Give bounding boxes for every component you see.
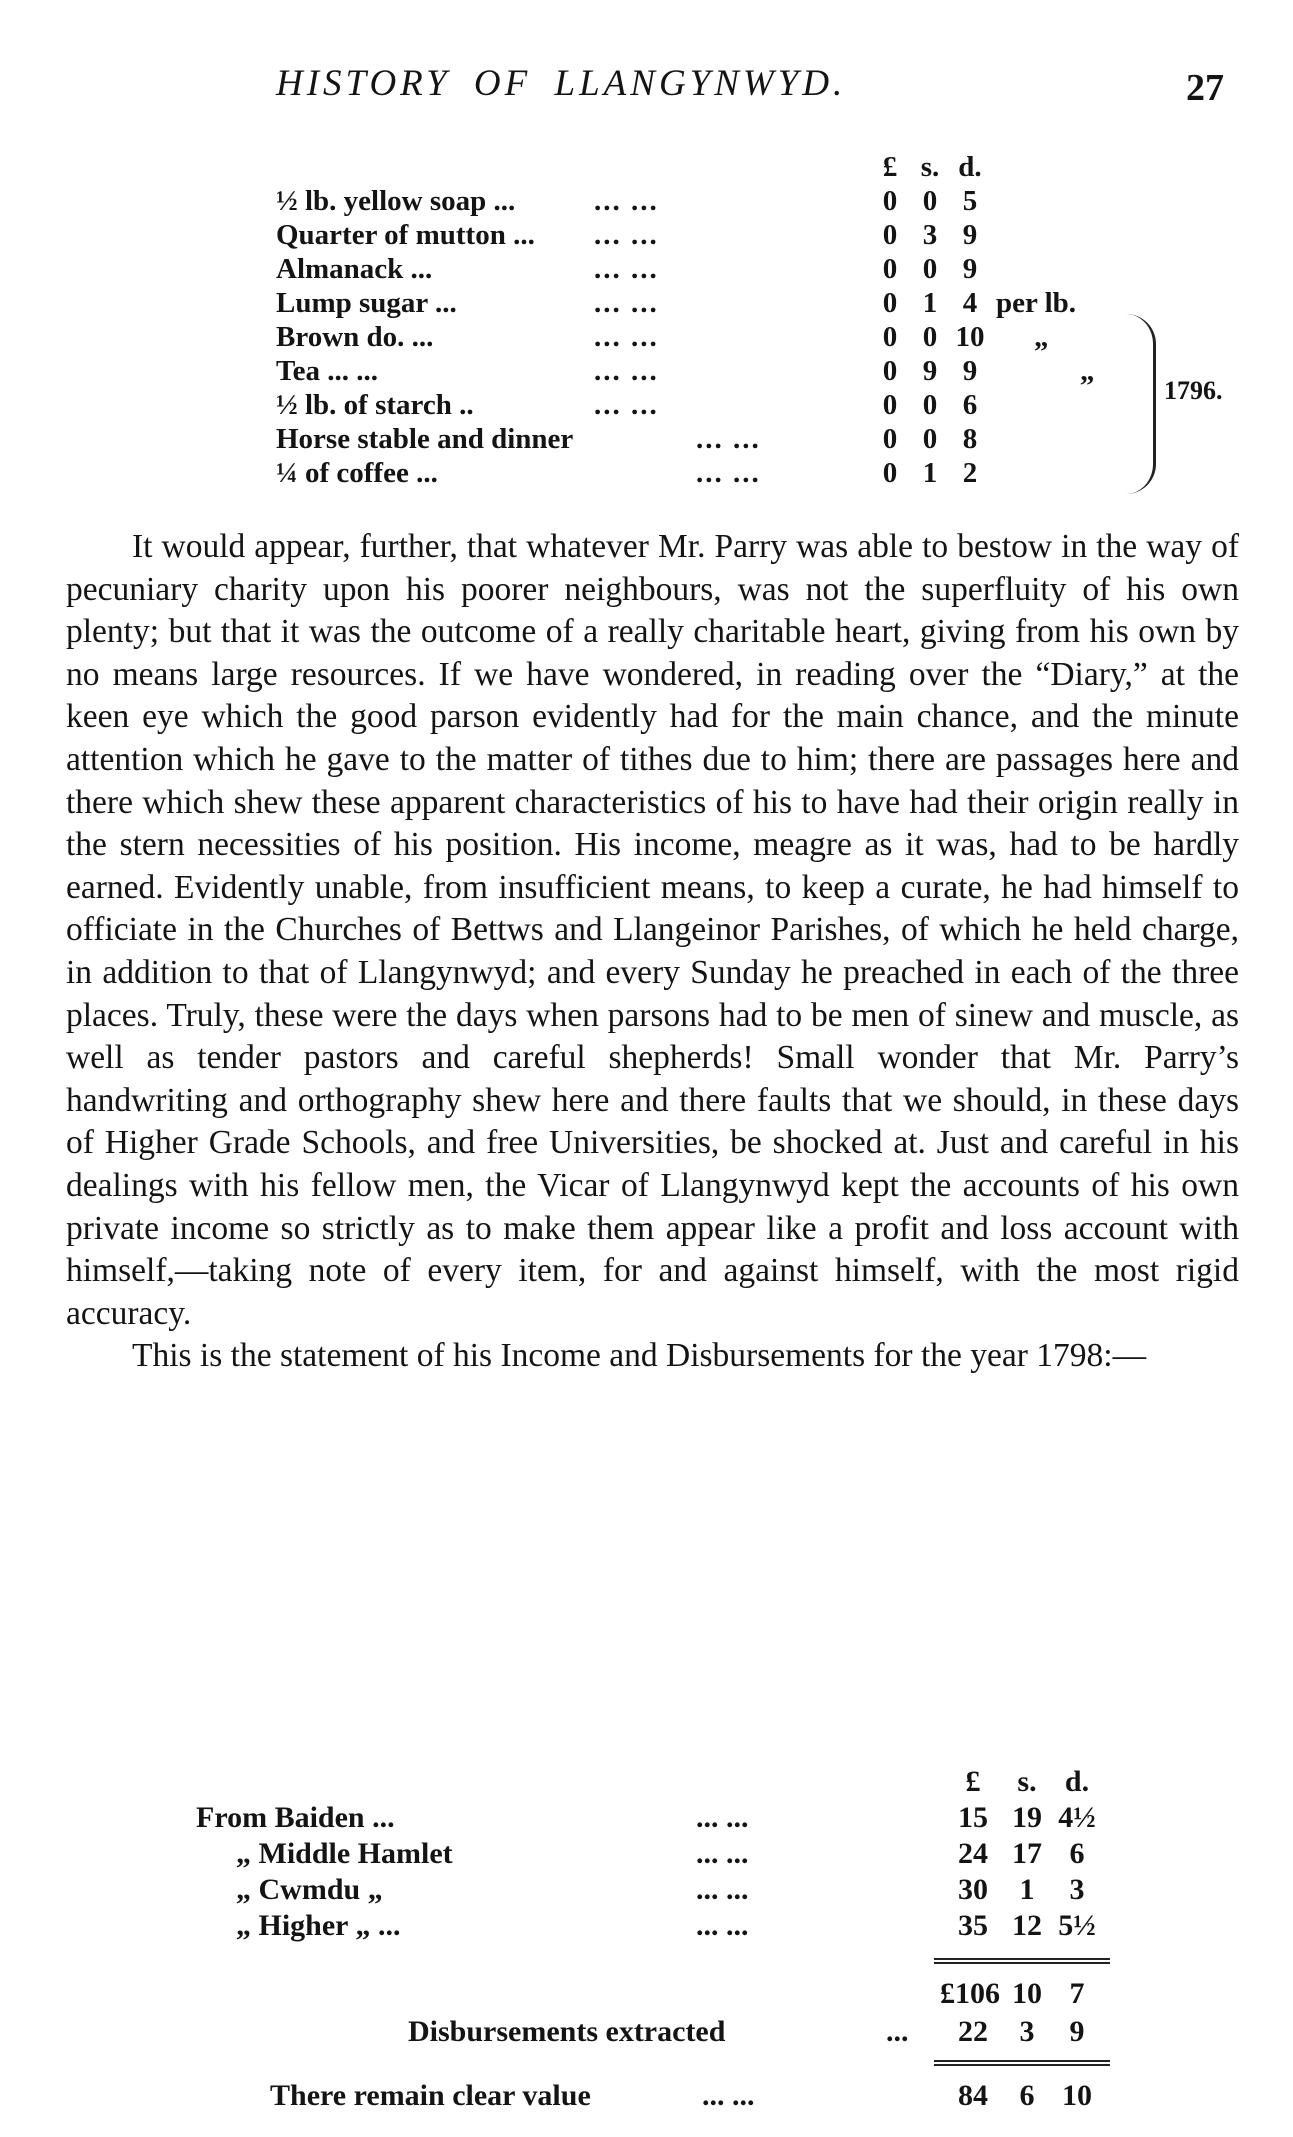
row-dots: ... ... [702,2079,755,2112]
row-pence: 5 [962,185,978,217]
row-pence: 8 [962,423,978,455]
col-pence: d. [958,151,982,183]
row-dots: ... ... [594,287,659,319]
row-shillings: 0 [922,423,938,455]
table-row [276,252,1176,286]
col-shillings: s. [1017,1765,1037,1798]
disbursements-row [196,2014,1196,2050]
running-title: HISTORY OF LLANGYNWYD. [276,63,847,104]
row-pence: 9 [962,355,978,387]
row-pence: 4½ [1058,1801,1096,1834]
row-item: ½ lb. of starch .. [276,389,474,421]
row-dots: ... ... [594,219,659,251]
remain-shillings: 6 [1019,2079,1035,2112]
row-pence: 10 [955,321,985,353]
row-item: Horse stable and dinner [276,423,574,455]
row-note: „ [1080,355,1095,387]
table-row [276,354,1176,388]
row-pence: 6 [962,389,978,421]
row-dots: ... ... [696,1801,749,1834]
row-shillings: 0 [922,185,938,217]
page-number: 27 [1186,67,1224,109]
row-pounds: 24 [958,1837,988,1870]
row-item: „ Cwmdu „ [236,1873,383,1906]
page-header [0,62,1293,110]
row-note: „ [1034,321,1049,353]
table-row [196,1908,1196,1944]
row-item: From Baiden ... [196,1801,395,1834]
table-header [196,1764,1196,1800]
col-pounds: £ [965,1765,981,1798]
paragraph: It would appear, further, that whatever Mr. Parry was able to bestow in the way of pecuniary charity upon his poorer neighbours, was not the superfluity of his own plenty; but that it was the outcome of a really charitable heart, giving from his own by no means large resources. If we have wondered, in reading over the “Diary,” at the keen eye which the good parson evidently had for the main chance, and the minute attention which he gave to the matter of tithes due to him; there are passages here and there which shew these apparent characteristics of his to have had their origin really in the stern necessities of his position. His income, meagre as it was, had to be hardly earned. Evidently unable, from insufficient means, to keep a curate, he had himself to officiate in the Churches of Bettws and Llangeinor Parishes, of which he held charge, in addition to that of Llangynwyd; and every Sunday he preached in each of the three places. Truly, these were the days when parsons had to be men of sinew and muscle, as well as tender pastors and careful shepherds! Small wonder that Mr. Parry’s handwriting and orthography shew here and there faults that we should, in these days of Higher Grade Schools, and free Universities, be shocked at. Just and careful in his dealings with his fellow men, the Vicar of Llangynwyd kept the accounts of his own private income so strictly as to make them appear like a profit and loss account with himself,—taking note of every item, for and against himself, with the most rigid accuracy. [66,528,1239,1332]
row-pence: 2 [962,457,978,489]
row-item: „ Higher „ ... [236,1909,401,1942]
row-dots: ... ... [594,185,659,217]
row-dots: ... ... [594,355,659,387]
row-item: Almanack ... [276,253,433,285]
row-shillings: 0 [922,389,938,421]
row-pounds: 0 [882,185,898,217]
row-item: Tea ... ... [276,355,379,387]
row-pounds: 0 [882,219,898,251]
table-row [276,184,1176,218]
table-row [276,320,1176,354]
row-shillings: 1 [922,287,938,319]
row-dots: ... ... [696,1873,749,1906]
row-pence: 4 [962,287,978,319]
disbursements-pounds: 22 [958,2015,988,2048]
row-shillings: 0 [922,253,938,285]
total-row [196,1976,1196,2012]
sum-rule [934,1962,1110,1964]
row-dots: ... ... [594,321,659,353]
row-shillings: 9 [922,355,938,387]
row-dots: ... ... [696,457,761,489]
row-note: per lb. [996,287,1077,319]
col-shillings: s. [920,151,940,183]
row-item: Brown do. ... [276,321,434,353]
table-row [276,388,1176,422]
total-pence: 7 [1069,1977,1085,2010]
row-pounds: 0 [882,253,898,285]
paragraph: This is the statement of his Income and Disbursements for the year 1798:— [132,1337,1147,1375]
row-shillings: 1 [1019,1873,1035,1906]
row-pounds: 0 [882,457,898,489]
income-1798-table [196,1764,1196,1944]
sum-rule [934,1958,1110,1960]
table-row [196,1800,1196,1836]
row-pounds: 0 [882,389,898,421]
table-row [276,286,1176,320]
row-pounds: 0 [882,321,898,353]
row-dots: ... [886,2015,909,2048]
row-shillings: 3 [922,219,938,251]
row-pence: 9 [962,253,978,285]
disbursements-shillings: 3 [1019,2015,1035,2048]
row-shillings: 0 [922,321,938,353]
row-dots: ... ... [696,423,761,455]
row-pounds: 35 [958,1909,988,1942]
row-dots: ... ... [594,389,659,421]
row-shillings: 1 [922,457,938,489]
col-pounds: £ [882,151,898,183]
row-item: Quarter of mutton ... [276,219,535,251]
row-pounds: 0 [882,287,898,319]
sum-rule [934,2064,1110,2066]
col-pence: d. [1064,1765,1090,1798]
body-text [66,526,1239,1378]
row-pence: 6 [1069,1837,1085,1870]
right-brace [1123,314,1156,494]
row-item: ½ lb. yellow soap ... [276,185,516,217]
remain-pounds: 84 [958,2079,988,2112]
row-dots: ... ... [696,1837,749,1870]
row-pence: 3 [1069,1873,1085,1906]
row-dots: ... ... [594,253,659,285]
table-row [276,218,1176,252]
remain-label: There remain clear value [270,2079,591,2112]
table-row [276,456,1176,490]
row-pence: 5½ [1058,1909,1096,1942]
row-pounds: 15 [958,1801,988,1834]
total-pounds: £106 [940,1977,1000,2010]
row-shillings: 12 [1012,1909,1042,1942]
remain-pence: 10 [1062,2079,1092,2112]
remain-row [196,2078,1196,2114]
row-item: Lump sugar ... [276,287,457,319]
disbursements-label: Disbursements extracted [408,2015,726,2048]
row-pence: 9 [962,219,978,251]
table-row [196,1872,1196,1908]
table-row [276,422,1176,456]
row-dots: ... ... [696,1909,749,1942]
row-item: ¼ of coffee ... [276,457,438,489]
row-pounds: 0 [882,423,898,455]
table-row [196,1836,1196,1872]
table-header [276,150,1176,184]
row-item: „ Middle Hamlet [236,1837,453,1870]
year-annotation: 1796. [1164,376,1223,405]
sum-rule [934,2060,1110,2062]
total-shillings: 10 [1012,1977,1042,2010]
row-pounds: 0 [882,355,898,387]
row-pounds: 30 [958,1873,988,1906]
row-shillings: 17 [1012,1837,1042,1870]
disbursements-pence: 9 [1069,2015,1085,2048]
accounts-1796-table [276,150,1176,490]
row-shillings: 19 [1012,1801,1042,1834]
